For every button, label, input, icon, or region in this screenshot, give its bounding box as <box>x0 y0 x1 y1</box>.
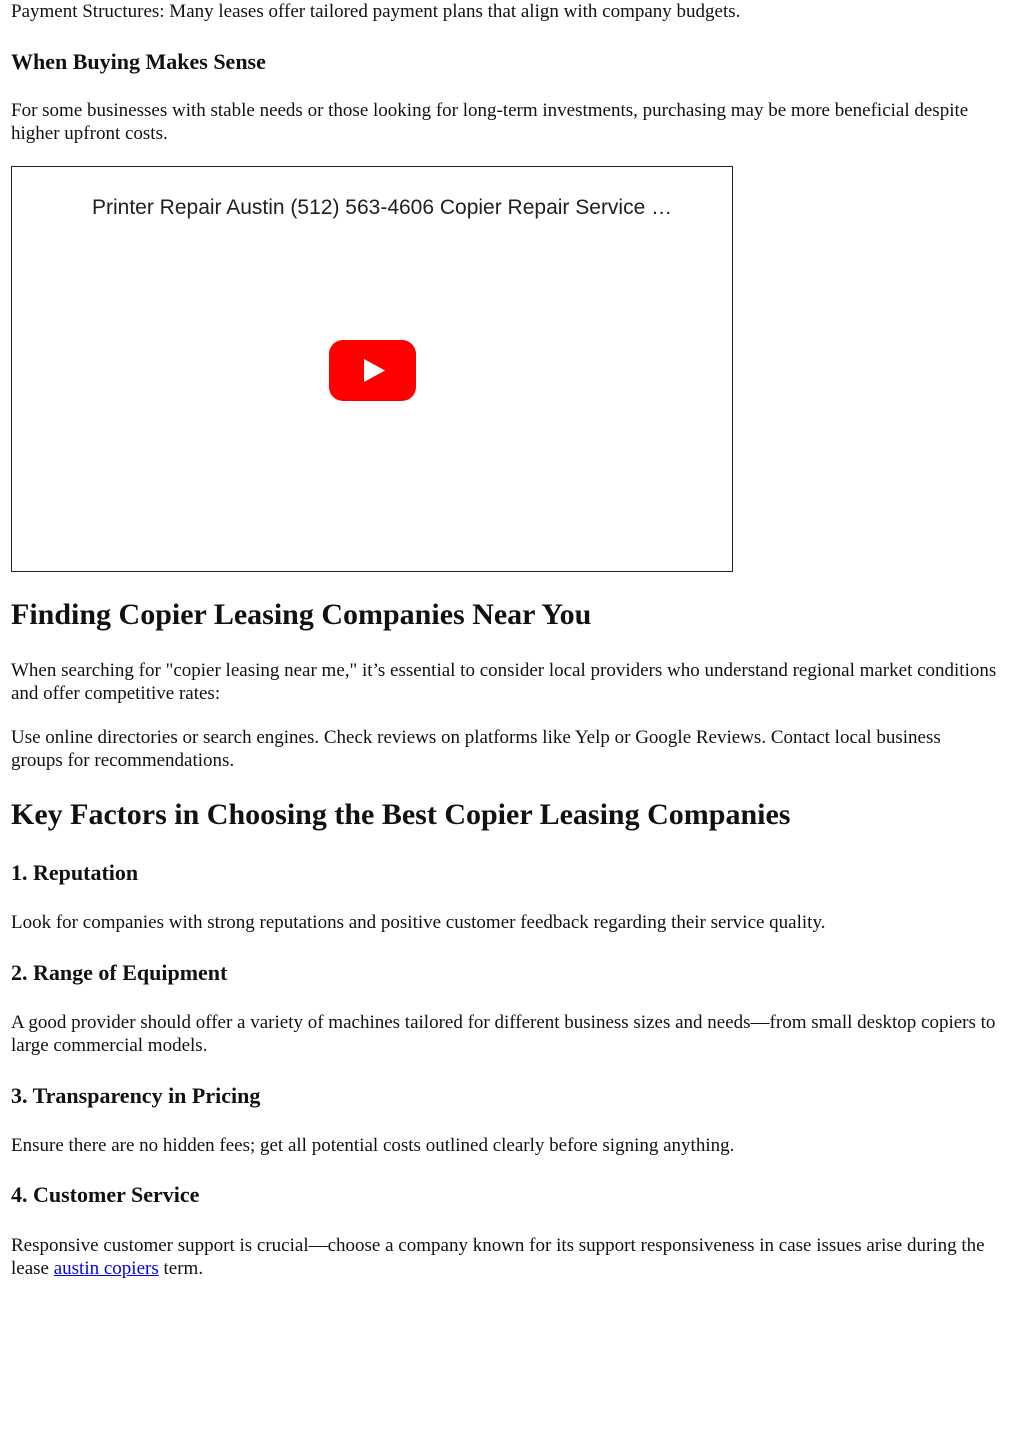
factor-text: Look for companies with strong reputations and positive customer feedback regarding their service quality. <box>11 912 826 933</box>
factor-title: 2. Range of Equipment <box>11 960 228 985</box>
factor-text-before: Responsive customer support is crucial—choose a company known for its support responsiveness in case issues arise during the lease <box>11 1235 985 1279</box>
buying-text: For some businesses with stable needs or those looking for long-term investments, purchasing may be more beneficial despite higher upfront costs. <box>11 100 969 144</box>
factor-text-after: term. <box>163 1258 204 1279</box>
factor-title: 1. Reputation <box>11 860 139 885</box>
finding-text: When searching for "copier leasing near me," it’s essential to consider local providers who understand regional market conditions and offer competitive rates: <box>11 660 997 704</box>
factor-text: Ensure there are no hidden fees; get all potential costs outlined clearly before signing anything. <box>11 1135 735 1156</box>
video-title[interactable]: Printer Repair Austin (512) 563-4606 Copier Repair Service … <box>92 196 673 219</box>
buying-heading: When Buying Makes Sense <box>11 49 266 74</box>
factors-heading: Key Factors in Choosing the Best Copier Leasing Companies <box>11 798 791 831</box>
austin-copiers-link[interactable]: austin copiers <box>53 1258 159 1279</box>
factor-title: 4. Customer Service <box>11 1182 200 1207</box>
factor-text: A good provider should offer a variety of machines tailored for different business sizes and needs—from small desktop copiers to large commercial models. <box>11 1012 996 1056</box>
payment-structures-text: Payment Structures: Many leases offer tailored payment plans that align with company budgets. <box>11 1 741 22</box>
finding-heading: Finding Copier Leasing Companies Near You <box>11 598 592 631</box>
youtube-play-icon[interactable] <box>329 340 416 401</box>
factor-title: 3. Transparency in Pricing <box>11 1083 261 1108</box>
video-embed[interactable] <box>11 166 733 572</box>
finding-tips: Use online directories or search engines. Check reviews on platforms like Yelp or Google Reviews. Contact local business groups for recommendations. <box>11 727 941 771</box>
factor-text <box>11 1234 1001 1280</box>
